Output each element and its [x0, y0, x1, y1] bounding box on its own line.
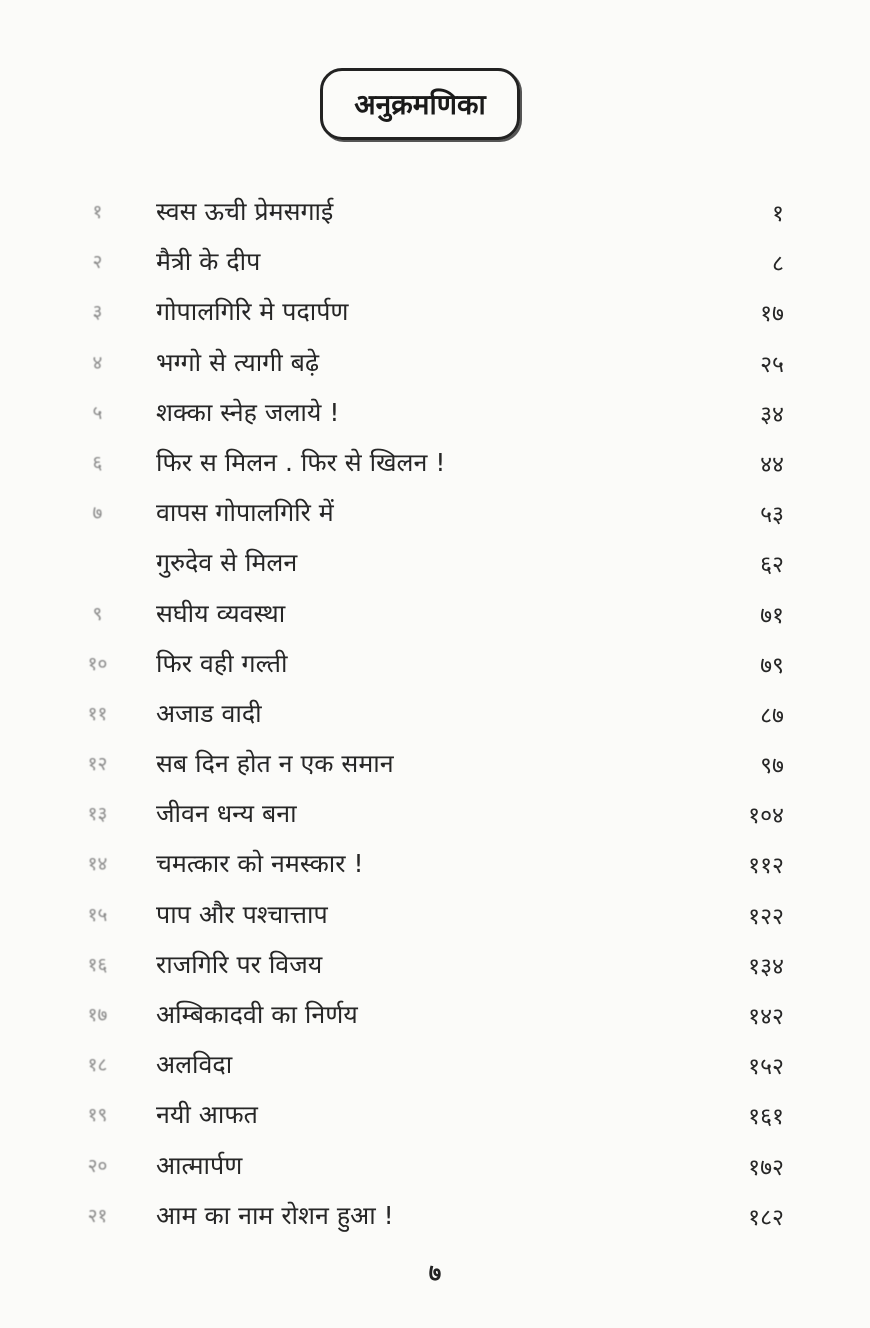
- chapter-title: गुरुदेव से मिलन: [156, 548, 298, 578]
- chapter-page: ५३: [760, 502, 784, 529]
- toc-row: [0, 1194, 870, 1244]
- chapter-title: राजगिरि पर विजय: [156, 949, 323, 979]
- toc-row: [0, 792, 870, 842]
- chapter-number: ४: [92, 351, 103, 374]
- chapter-page: ८७: [760, 702, 784, 729]
- chapter-title: पाप और पश्चात्ताप: [156, 899, 328, 929]
- chapter-page: १८२: [748, 1204, 784, 1231]
- chapter-title: गोपालगिरि मे पदार्पण: [156, 297, 349, 327]
- toc-row: [0, 642, 870, 692]
- toc-row: [0, 943, 870, 993]
- chapter-title: फिर स मिलन . फिर से खिलन !: [156, 447, 446, 477]
- chapter-page: ३४: [760, 401, 784, 428]
- toc-row: [0, 341, 870, 391]
- chapter-title: वापस गोपालगिरि में: [156, 498, 334, 528]
- chapter-number: १८: [87, 1054, 108, 1077]
- toc-row: [0, 441, 870, 491]
- chapter-title: मैत्री के दीप: [156, 247, 261, 277]
- chapter-number: १: [92, 201, 103, 223]
- chapter-title: चमत्कार को नमस्कार !: [156, 849, 364, 879]
- chapter-page: ६२: [760, 552, 784, 579]
- chapter-number: ३: [92, 301, 103, 324]
- chapter-page: ८: [772, 251, 784, 278]
- chapter-page: १४२: [748, 1004, 784, 1030]
- chapter-number: १७: [87, 1004, 108, 1026]
- chapter-title: जीवन धन्य बना: [156, 799, 297, 829]
- chapter-page: १७२: [748, 1154, 784, 1181]
- toc-row: [0, 742, 870, 792]
- chapter-page: १२२: [748, 903, 784, 930]
- toc-row: [0, 240, 870, 290]
- title-frame: [320, 68, 520, 140]
- toc-row: [0, 842, 870, 892]
- chapter-number: १९: [87, 1104, 108, 1127]
- chapter-number: १४: [87, 853, 108, 876]
- chapter-number: ९: [92, 602, 103, 625]
- chapter-number: १६: [87, 953, 108, 976]
- chapter-number: २: [92, 251, 103, 274]
- toc-row: [0, 692, 870, 742]
- toc-row: [0, 1093, 870, 1143]
- chapter-page: ९७: [760, 753, 784, 780]
- chapter-title: अलविदा: [156, 1050, 233, 1080]
- chapter-title: नयी आफत: [156, 1100, 258, 1130]
- chapter-title: अम्बिकादवी का निर्णय: [156, 1000, 358, 1029]
- chapter-number: २१: [87, 1204, 108, 1227]
- chapter-title: अजाड वादी: [156, 698, 262, 728]
- chapter-number: १३: [87, 803, 108, 826]
- chapter-number: ७: [92, 502, 103, 525]
- chapter-page: १६१: [748, 1104, 784, 1131]
- chapter-number: १५: [87, 903, 108, 926]
- toc-row: [0, 491, 870, 541]
- chapter-page: १: [772, 201, 784, 227]
- chapter-page: २५: [760, 351, 784, 378]
- chapter-number: ६: [92, 451, 103, 474]
- page-number: ७: [428, 1259, 442, 1287]
- chapter-title: सब दिन होत न एक समान: [156, 749, 394, 779]
- chapter-page: ४४: [760, 451, 784, 478]
- toc-row: [0, 592, 870, 642]
- chapter-title: भग्गो से त्यागी बढ़े: [156, 347, 320, 377]
- chapter-title: फिर वही गल्ती: [156, 648, 288, 678]
- chapter-number: १२: [87, 753, 108, 776]
- chapter-title: सघीय व्यवस्था: [156, 598, 286, 628]
- chapter-page: १५२: [748, 1054, 784, 1081]
- chapter-page: १०४: [748, 803, 784, 830]
- chapter-title: आत्मार्पण: [156, 1150, 243, 1180]
- toc-row: [0, 893, 870, 943]
- page-title: अनुक्रमणिका: [354, 88, 486, 121]
- chapter-page: १७: [760, 301, 784, 328]
- toc-row: [0, 541, 870, 591]
- chapter-title: आम का नाम रोशन हुआ !: [156, 1200, 394, 1230]
- chapter-title: स्वस ऊची प्रेमसगाई: [156, 197, 334, 226]
- chapter-page: ७१: [760, 602, 784, 629]
- toc-row: [0, 1043, 870, 1093]
- chapter-title: शक्का स्नेह जलाये !: [156, 397, 340, 427]
- chapter-number: १०: [87, 652, 108, 675]
- chapter-number: ५: [92, 401, 103, 424]
- chapter-number: २०: [87, 1154, 108, 1177]
- toc-row: [0, 993, 870, 1043]
- toc-row: [0, 391, 870, 441]
- toc-row: [0, 190, 870, 240]
- chapter-page: १३४: [748, 953, 784, 980]
- toc-row: [0, 1144, 870, 1194]
- chapter-number: ११: [87, 702, 108, 725]
- chapter-page: ७९: [760, 652, 784, 679]
- toc-row: [0, 290, 870, 340]
- table-of-contents: [0, 190, 870, 1244]
- chapter-page: ११२: [748, 853, 784, 880]
